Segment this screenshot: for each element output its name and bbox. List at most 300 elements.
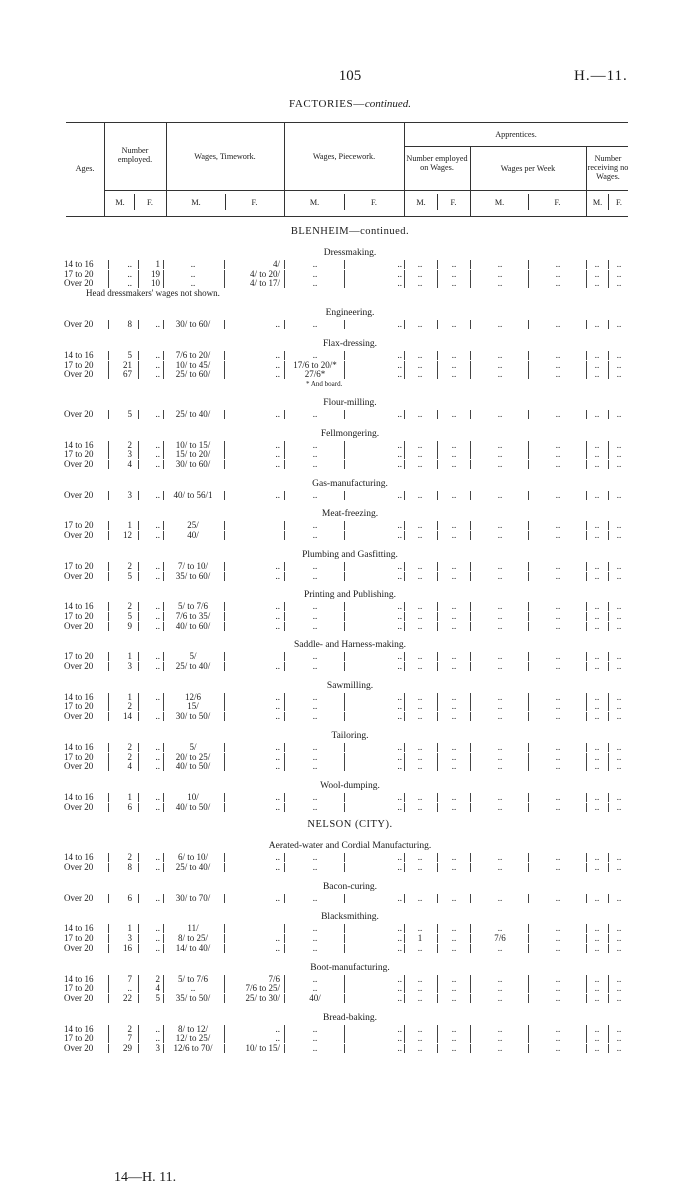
column-rule: [224, 702, 225, 711]
cell-piecework-m: ..: [312, 459, 318, 469]
column-rule: [344, 279, 345, 288]
column-rule: [470, 743, 471, 752]
cell-app-nowage-f: ..: [616, 489, 622, 500]
column-rule: [404, 279, 405, 288]
cell-app-wages-m: ..: [497, 459, 503, 469]
column-rule: [163, 450, 164, 459]
cell-app-nowage-f: ..: [616, 459, 622, 469]
cell-piecework-m: ..: [312, 489, 318, 500]
column-rule: [437, 984, 438, 993]
cell-piecework-f: ..: [397, 278, 402, 289]
column-rule: [608, 260, 609, 269]
column-rule: [404, 753, 405, 762]
cell-timework-m: ..: [190, 278, 196, 289]
column-rule: [437, 602, 438, 611]
table-row: [0, 269, 700, 279]
table-row: [0, 692, 700, 702]
cell-timework-m: 10/ to 15/: [175, 439, 211, 450]
cell-app-nowage-f: ..: [616, 791, 622, 802]
column-rule: [470, 984, 471, 993]
column-rule: [344, 521, 345, 530]
column-rule: [470, 693, 471, 702]
cell-piecework-f: ..: [397, 751, 402, 762]
table-row: [0, 571, 700, 581]
cell-piecework-f: ..: [397, 933, 402, 944]
cell-number-m: 8: [127, 862, 132, 872]
cell-app-wages-m: ..: [497, 942, 503, 953]
cell-age: 14 to 16: [64, 601, 94, 612]
column-rule: [344, 762, 345, 771]
subheader-m: M.: [309, 198, 320, 207]
column-rule: [470, 652, 471, 661]
column-rule: [470, 612, 471, 621]
cell-timework-f: ..: [275, 661, 280, 671]
cell-app-number-m: ..: [417, 319, 423, 330]
cell-app-wages-m: ..: [497, 661, 503, 671]
trade-heading: Boot-manufacturing.: [310, 962, 390, 973]
table-row: [0, 761, 700, 771]
column-rule: [138, 853, 139, 862]
cell-app-number-m: ..: [417, 610, 423, 621]
cell-app-number-f: ..: [451, 459, 457, 469]
cell-app-number-f: ..: [451, 570, 457, 581]
column-rule: [108, 934, 109, 943]
column-rule: [470, 351, 471, 360]
page-footer: 14—H. 11.: [114, 1170, 177, 1185]
column-rule: [608, 702, 609, 711]
cell-piecework-m: ..: [312, 701, 318, 712]
cell-app-nowage-f: ..: [616, 268, 622, 279]
cell-app-nowage-f: ..: [616, 711, 622, 722]
cell-app-number-f: ..: [451, 973, 457, 984]
cell-app-wages-m: ..: [497, 439, 503, 450]
column-rule: [224, 441, 225, 450]
cell-app-nowage-f: ..: [616, 933, 622, 944]
column-rule: [470, 260, 471, 269]
cell-piecework-f: ..: [397, 359, 402, 370]
column-rule: [344, 270, 345, 279]
cell-app-nowage-m: ..: [594, 408, 600, 419]
cell-app-nowage-m: ..: [594, 560, 600, 571]
cell-number-m: 5: [127, 610, 132, 621]
column-rule: [163, 693, 164, 702]
column-rule: [284, 1034, 285, 1043]
cell-piecework-f: ..: [397, 852, 402, 863]
column-rule: [470, 270, 471, 279]
cell-number-m: 2: [127, 741, 132, 752]
column-rule: [404, 351, 405, 360]
column-rule: [586, 572, 587, 581]
table-row: [0, 933, 700, 943]
cell-app-wages-m: ..: [497, 751, 503, 762]
cell-number-f: ..: [155, 560, 160, 571]
table-row: [0, 350, 700, 360]
cell-timework-f: 7/6 to 25/: [245, 983, 280, 994]
cell-piecework-f: ..: [397, 268, 402, 279]
column-rule: [138, 410, 139, 419]
cell-number-m: 1: [127, 691, 132, 702]
column-rule: [404, 1034, 405, 1043]
cell-app-number-f: ..: [451, 489, 457, 500]
cell-piecework-f: ..: [397, 349, 402, 360]
column-rule: [528, 531, 529, 540]
cell-piecework-f: ..: [397, 319, 402, 330]
column-rule: [284, 712, 285, 721]
cell-app-nowage-f: ..: [616, 449, 622, 460]
cell-timework-f: ..: [275, 791, 280, 802]
cell-app-wages-f: ..: [555, 1043, 561, 1053]
cell-timework-f: ..: [275, 408, 280, 419]
column-rule: [344, 662, 345, 671]
column-rule: [108, 521, 109, 530]
column-rule: [163, 662, 164, 671]
cell-age: 17 to 20: [64, 268, 94, 279]
column-rule: [163, 984, 164, 993]
cell-piecework-f: ..: [397, 570, 402, 581]
header-number-employed: Number employed.: [117, 146, 153, 164]
cell-number-m: 3: [127, 449, 132, 460]
cell-app-number-f: ..: [451, 601, 457, 612]
cell-number-m: 3: [127, 489, 132, 500]
cell-age: 14 to 16: [64, 923, 94, 934]
cell-age: 17 to 20: [64, 1033, 94, 1044]
column-rule: [138, 460, 139, 469]
column-rule: [284, 662, 285, 671]
cell-piecework-f: ..: [397, 791, 402, 802]
column-rule: [586, 1034, 587, 1043]
cell-app-nowage-m: ..: [594, 983, 600, 994]
cell-app-wages-m: ..: [497, 1033, 503, 1044]
cell-timework-f: ..: [275, 369, 280, 380]
column-rule: [404, 572, 405, 581]
column-rule: [224, 693, 225, 702]
cell-piecework-m: 17/6 to 20/*: [293, 359, 337, 370]
column-rule: [470, 460, 471, 469]
cell-piecework-f: ..: [397, 560, 402, 571]
cell-piecework-f: ..: [397, 620, 402, 631]
column-rule: [138, 260, 139, 269]
column-rule: [163, 1044, 164, 1053]
cell-piecework-f: ..: [397, 1023, 402, 1034]
column-rule: [138, 693, 139, 702]
cell-app-wages-f: ..: [555, 570, 561, 581]
column-rule: [470, 753, 471, 762]
cell-app-number-m: ..: [417, 620, 423, 631]
column-rule: [224, 450, 225, 459]
cell-piecework-f: ..: [397, 651, 402, 662]
cell-piecework-f: ..: [397, 661, 402, 671]
cell-app-wages-f: ..: [555, 942, 561, 953]
table-row: [0, 530, 700, 540]
trade-heading: Fellmongering.: [320, 428, 380, 439]
cell-piecework-f: ..: [397, 610, 402, 621]
cell-timework-f: ..: [275, 933, 280, 944]
cell-number-f: ..: [155, 359, 160, 370]
column-rule: [470, 1034, 471, 1043]
cell-app-nowage-f: ..: [616, 408, 622, 419]
cell-timework-m: 7/ to 10/: [177, 560, 208, 571]
cell-timework-m: 10/ to 45/: [175, 359, 211, 370]
cell-piecework-m: ..: [312, 923, 318, 934]
cell-piecework-f: ..: [397, 459, 402, 469]
column-rule: [108, 1034, 109, 1043]
trade-heading: Engineering.: [325, 308, 375, 319]
column-rule: [138, 712, 139, 721]
header-app-no-wages: Number receiving no Wages.: [587, 154, 629, 181]
cell-app-wages-f: ..: [555, 278, 561, 289]
cell-app-wages-m: ..: [497, 651, 503, 662]
column-rule: [284, 612, 285, 621]
cell-piecework-m: 40/: [309, 992, 321, 1003]
cell-timework-m: 30/ to 60/: [175, 319, 211, 330]
cell-timework-f: ..: [275, 862, 280, 872]
cell-app-number-f: ..: [451, 933, 457, 944]
column-rule: [404, 702, 405, 711]
column-rule: [470, 370, 471, 379]
cell-number-m: 5: [127, 349, 132, 360]
cell-app-number-m: ..: [417, 651, 423, 662]
cell-app-number-f: ..: [451, 408, 457, 419]
table-row: [0, 651, 700, 661]
cell-app-nowage-f: ..: [616, 852, 622, 863]
cell-age: 17 to 20: [64, 560, 94, 571]
table-row: [0, 752, 700, 762]
column-rule: [163, 853, 164, 862]
cell-age: 17 to 20: [64, 751, 94, 762]
cell-app-wages-m: ..: [497, 570, 503, 581]
cell-piecework-m: ..: [312, 661, 318, 671]
cell-app-number-f: ..: [451, 610, 457, 621]
cell-piecework-f: ..: [397, 691, 402, 702]
cell-piecework-f: ..: [397, 973, 402, 984]
cell-app-number-m: ..: [417, 992, 423, 1003]
column-rule: [284, 803, 285, 812]
column-rule: [528, 491, 529, 500]
column-rule: [528, 712, 529, 721]
column-rule: [344, 863, 345, 872]
column-rule: [163, 279, 164, 288]
cell-timework-f: ..: [275, 942, 280, 953]
column-rule: [344, 441, 345, 450]
cell-app-nowage-f: ..: [616, 620, 622, 631]
cell-piecework-m: ..: [312, 439, 318, 450]
column-rule: [404, 450, 405, 459]
column-rule: [608, 441, 609, 450]
header-apprentices: Apprentices.: [495, 130, 537, 139]
column-rule: [108, 562, 109, 571]
column-rule: [108, 622, 109, 631]
trade-heading: Flour-milling.: [323, 397, 377, 408]
column-rule: [344, 622, 345, 631]
cell-app-nowage-m: ..: [594, 268, 600, 279]
cell-app-wages-m: ..: [497, 791, 503, 802]
column-rule: [528, 441, 529, 450]
cell-app-nowage-f: ..: [616, 1033, 622, 1044]
cell-app-nowage-m: ..: [594, 259, 600, 269]
cell-piecework-m: ..: [312, 892, 318, 903]
cell-app-wages-f: ..: [555, 319, 561, 330]
cell-piecework-f: ..: [397, 449, 402, 460]
column-rule: [470, 320, 471, 329]
column-rule: [608, 622, 609, 631]
column-rule: [470, 622, 471, 631]
cell-number-m: 22: [123, 992, 132, 1003]
cell-piecework-f: ..: [397, 489, 402, 500]
column-rule: [108, 320, 109, 329]
column-rule: [108, 572, 109, 581]
column-rule: [470, 762, 471, 771]
cell-number-f: 4: [155, 983, 160, 994]
column-rule: [608, 652, 609, 661]
column-rule: [344, 652, 345, 661]
column-rule: [608, 924, 609, 933]
column-rule: [138, 924, 139, 933]
cell-piecework-m: ..: [312, 530, 318, 541]
column-rule: [528, 450, 529, 459]
column-rule: [224, 572, 225, 581]
cell-piecework-m: ..: [312, 741, 318, 752]
column-rule: [470, 944, 471, 953]
column-rule: [608, 753, 609, 762]
column-rule: [284, 279, 285, 288]
cell-app-number-f: ..: [451, 701, 457, 712]
cell-app-wages-m: ..: [497, 449, 503, 460]
cell-number-f: ..: [155, 369, 160, 380]
column-rule: [437, 572, 438, 581]
cell-timework-m: 30/ to 70/: [175, 892, 211, 903]
column-rule: [470, 531, 471, 540]
column-rule: [586, 491, 587, 500]
cell-number-f: ..: [155, 801, 160, 812]
column-rule: [163, 410, 164, 419]
column-rule: [163, 531, 164, 540]
cell-timework-f: ..: [275, 761, 280, 772]
column-rule: [437, 370, 438, 379]
table-row: [0, 792, 700, 802]
cell-number-m: 67: [123, 369, 132, 380]
cell-app-wages-m: ..: [497, 560, 503, 571]
trade-heading: Sawmilling.: [326, 680, 374, 691]
column-rule: [608, 531, 609, 540]
column-rule: [437, 975, 438, 984]
cell-piecework-m: ..: [312, 408, 318, 419]
column-rule: [608, 793, 609, 802]
cell-app-number-m: ..: [417, 761, 423, 772]
column-rule: [344, 450, 345, 459]
cell-app-nowage-m: ..: [594, 459, 600, 469]
cell-timework-m: 40/: [187, 530, 199, 541]
cell-piecework-m: ..: [312, 520, 318, 531]
column-rule: [608, 460, 609, 469]
cell-piecework-f: ..: [397, 601, 402, 612]
column-rule: [528, 944, 529, 953]
cell-piecework-f: ..: [397, 983, 402, 994]
column-rule: [608, 491, 609, 500]
cell-piecework-f: ..: [397, 259, 402, 269]
cell-app-wages-f: ..: [555, 711, 561, 722]
cell-timework-m: 5/: [189, 741, 197, 752]
cell-app-nowage-f: ..: [616, 691, 622, 702]
column-rule: [404, 762, 405, 771]
cell-piecework-m: ..: [312, 259, 318, 269]
column-rule: [138, 994, 139, 1003]
cell-app-nowage-f: ..: [616, 801, 622, 812]
cell-app-number-m: 1: [417, 933, 423, 944]
table-row: [0, 278, 700, 288]
column-rule: [163, 1034, 164, 1043]
cell-number-m: 1: [127, 923, 132, 934]
header-app-wages-per-week: Wages per Week: [500, 164, 556, 173]
cell-app-wages-f: ..: [555, 691, 561, 702]
cell-app-number-f: ..: [451, 1043, 457, 1053]
column-rule: [284, 531, 285, 540]
cell-app-number-f: ..: [451, 992, 457, 1003]
cell-app-number-f: ..: [451, 1033, 457, 1044]
column-rule: [224, 531, 225, 540]
column-rule: [470, 491, 471, 500]
column-rule: [138, 1025, 139, 1034]
cell-age: Over 20: [64, 1043, 94, 1053]
cell-app-number-m: ..: [417, 892, 423, 903]
cell-app-wages-m: ..: [497, 992, 503, 1003]
column-rule: [404, 602, 405, 611]
cell-app-nowage-m: ..: [594, 923, 600, 934]
cell-app-wages-f: ..: [555, 489, 561, 500]
column-rule: [344, 1034, 345, 1043]
column-rule: [344, 753, 345, 762]
column-rule: [608, 712, 609, 721]
column-rule: [163, 521, 164, 530]
cell-app-number-m: ..: [417, 741, 423, 752]
cell-number-m: 9: [127, 620, 132, 631]
column-rule: [138, 934, 139, 943]
cell-piecework-m: ..: [312, 570, 318, 581]
cell-app-wages-f: ..: [555, 741, 561, 752]
cell-number-m: ..: [127, 268, 132, 279]
column-rule: [608, 762, 609, 771]
column-rule: [138, 944, 139, 953]
cell-app-nowage-m: ..: [594, 439, 600, 450]
cell-piecework-m: ..: [312, 278, 318, 289]
cell-piecework-m: ..: [312, 620, 318, 631]
cell-app-nowage-f: ..: [616, 278, 622, 289]
column-rule: [284, 693, 285, 702]
column-rule: [437, 662, 438, 671]
cell-app-number-m: ..: [417, 278, 423, 289]
column-rule: [108, 441, 109, 450]
column-rule: [608, 450, 609, 459]
cell-number-f: 19: [151, 268, 160, 279]
column-rule: [437, 279, 438, 288]
cell-app-number-m: ..: [417, 489, 423, 500]
column-rule: [284, 1044, 285, 1053]
column-rule: [528, 622, 529, 631]
column-rule: [344, 562, 345, 571]
column-rule: [138, 450, 139, 459]
column-rule: [404, 270, 405, 279]
column-rule: [284, 762, 285, 771]
cell-app-nowage-m: ..: [594, 1033, 600, 1044]
section-title: BLENHEIM—continued.: [290, 226, 410, 237]
cell-age: Over 20: [64, 489, 94, 500]
column-rule: [437, 743, 438, 752]
cell-number-m: ..: [127, 983, 132, 994]
cell-number-m: 16: [123, 942, 132, 953]
column-rule: [284, 622, 285, 631]
column-rule: [608, 662, 609, 671]
cell-timework-m: 25/ to 60/: [175, 369, 211, 380]
column-rule: [224, 975, 225, 984]
